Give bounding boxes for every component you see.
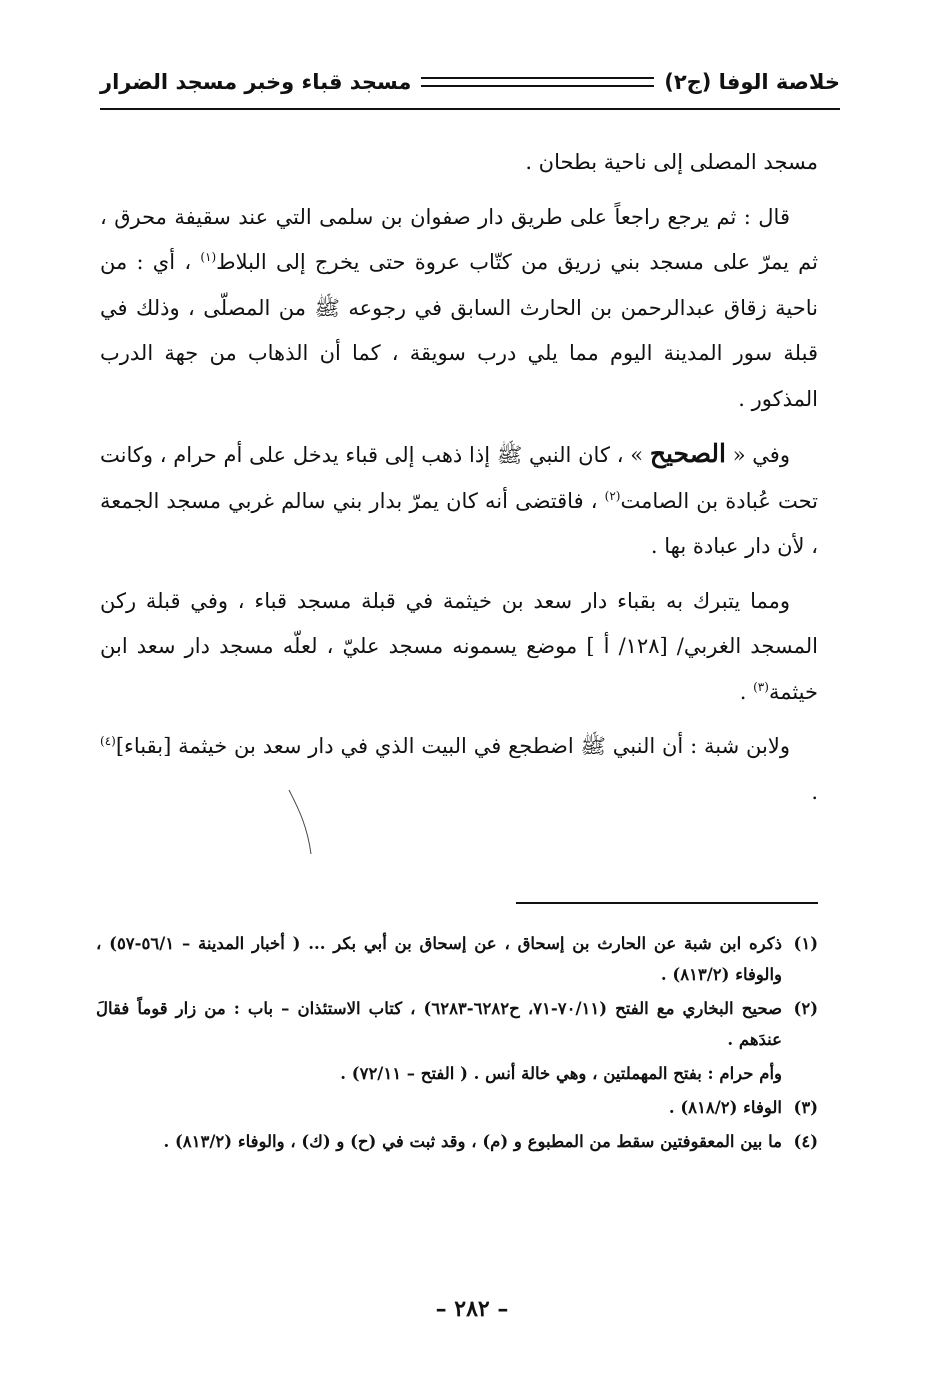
paragraph-4-text-a: ومما يتبرك به بقباء دار سعد بن خيثمة في قبلة مسجد قباء ، وفي قبلة ركن المسجد الغربي/ [١٢٨/ أ ] موضع يسمونه مسجد عليّ ، لعلّه مسجد دار سعد ابن خيثمة <box>100 588 818 704</box>
footnote-ref-2: (٢) <box>604 488 621 503</box>
footnotes <box>96 928 818 1160</box>
pen-mark <box>285 788 315 858</box>
footnote-number: (٤) <box>793 1132 818 1151</box>
running-header <box>100 62 840 102</box>
footnote-1 <box>96 928 818 990</box>
paragraph-4-text-b: . <box>739 679 754 704</box>
paragraph-3-text-a: » ، كان النبي ﷺ إذا ذهب إلى قباء يدخل على أم حرام ، وكانت تحت عُبادة بن الصامت <box>100 443 818 513</box>
book-title: خلاصة الوفا (ج٢) <box>664 70 840 94</box>
paragraph-5-text-b: . <box>811 779 818 804</box>
footnote-text: ما بين المعقوفتين سقط من المطبوع و (م) ، وقد ثبت في (ح) و (ك) ، والوفاء (٨١٣/٢) . <box>163 1132 782 1151</box>
footnote-number: (٢) <box>793 999 818 1018</box>
footnote-ref-1: (١) <box>200 250 217 264</box>
section-title: مسجد قباء وخبر مسجد الضرار <box>100 70 412 94</box>
paragraph-1-text: مسجد المصلى إلى ناحية بطحان . <box>525 150 818 174</box>
paragraph-2-text-b: ، أي : من ناحية زقاق عبدالرحمن بن الحارث السابق في رجوعه ﷺ من المصلّى ، وذلك في قبلة سور المدينة اليوم مما يلي درب سويقة ، كما أن الذهاب من جهة الدرب المذكور . <box>100 250 818 411</box>
sahih-title: الصحيح <box>649 439 726 468</box>
paragraph-3-prefix: وفي « <box>725 443 790 467</box>
footnote-text: ذكره ابن شبة عن الحارث بن إسحاق ، عن إسحاق بن أبي بكر ... ( أخبار المدينة – ٥٦/١-٥٧) ، والوفاء (٨١٣/٢) . <box>96 934 782 984</box>
header-decorative-rule <box>421 77 654 87</box>
footnote-separator <box>516 902 818 904</box>
footnote-text: صحيح البخاري مع الفتح (٧٠/١١-٧١، ح٦٢٨٢-٦٢٨٣) ، كتاب الاستئذان – باب : من زار قوماً فقالَ عندَهم . <box>96 999 782 1049</box>
footnote-4 <box>96 1126 818 1157</box>
footnote-3 <box>96 1092 818 1123</box>
main-text <box>100 140 818 824</box>
paragraph-3-text-b: ، فاقتضى أنه كان يمرّ بدار بني سالم غربي مسجد الجمعة ، لأن دار عبادة بها . <box>100 488 818 558</box>
paragraph-1 <box>100 140 818 186</box>
header-divider <box>100 108 840 110</box>
paragraph-5 <box>100 724 818 815</box>
paragraph-3 <box>100 431 818 570</box>
footnote-text: الوفاء (٨١٨/٢) . <box>668 1098 782 1117</box>
paragraph-2-text-a: قال : ثم يرجع راجعاً على طريق دار صفوان بن سلمى التي عند سقيفة محرق ، ثم يمرّ على مسجد بني زريق من كتّاب عروة حتى يخرج إلى البلاط <box>100 204 818 274</box>
paragraph-2 <box>100 195 818 423</box>
footnote-ref-4: (٤) <box>100 734 116 748</box>
footnote-2-continuation: وأم حرام : بفتح المهملتين ، وهي خالة أنس . ( الفتح – ٧٢/١١) . <box>340 1064 782 1083</box>
footnote-2 <box>96 993 818 1055</box>
footnote-number: (١) <box>793 934 818 953</box>
page-number: – ٢٨٢ – <box>435 1296 509 1322</box>
footnote-number: (٣) <box>793 1098 818 1117</box>
footnote-ref-3: (٣) <box>753 679 769 694</box>
paragraph-4 <box>100 579 818 716</box>
paragraph-5-text-a: ولابن شبة : أن النبي ﷺ اضطجع في البيت الذي في دار سعد بن خيثمة [بقباء] <box>115 734 790 758</box>
